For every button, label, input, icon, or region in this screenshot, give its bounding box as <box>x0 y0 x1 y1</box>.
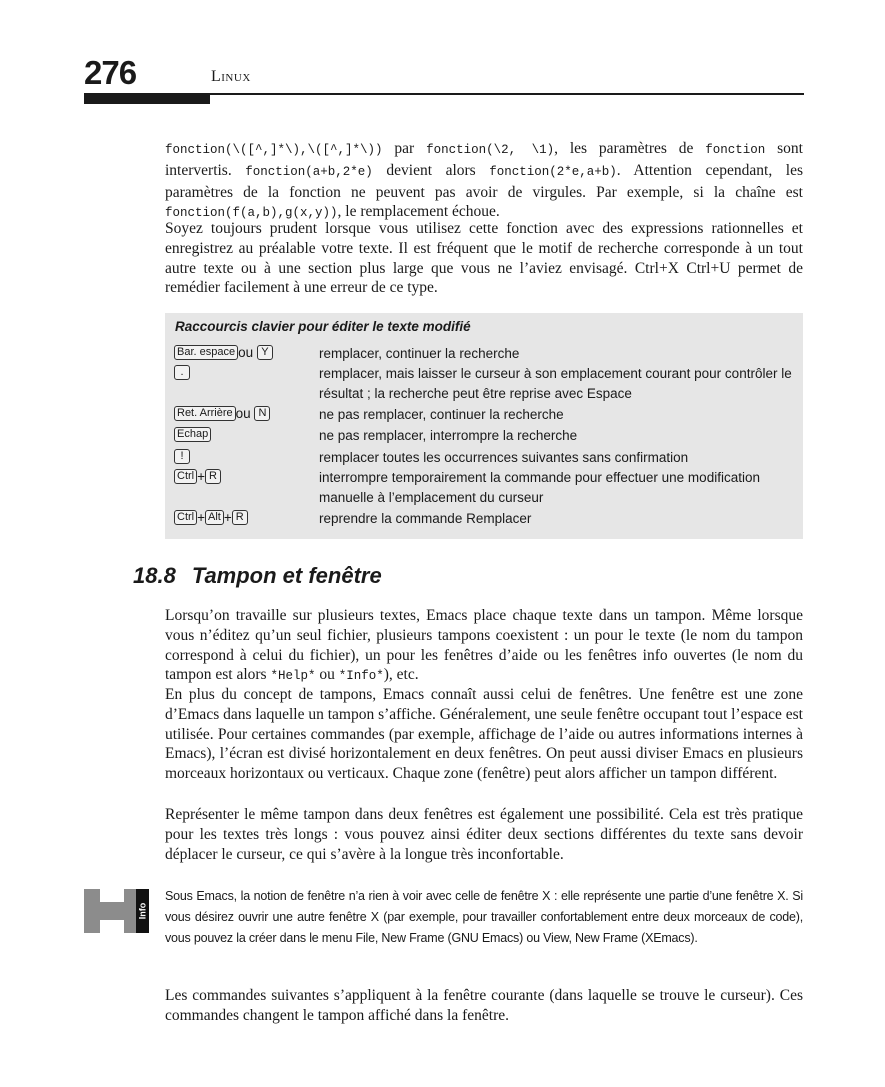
text-run: par <box>382 140 427 157</box>
section-heading <box>133 563 382 589</box>
shortcut-description: remplacer toutes les occurrences suivantes sans confirmation <box>319 450 689 465</box>
key-cap: Ret. Arrière <box>174 406 236 421</box>
code-snippet: fonction <box>705 143 766 157</box>
shortcut-keys <box>174 405 270 421</box>
key-cap: Echap <box>174 427 211 442</box>
text-run: , les paramètres de <box>554 140 706 157</box>
key-cap: . <box>174 365 190 380</box>
key-separator: + <box>197 468 205 484</box>
shortcut-keys <box>174 448 190 464</box>
text-run: ), etc. <box>383 666 419 684</box>
text-run: ou <box>315 666 339 684</box>
info-icon <box>84 889 150 933</box>
key-separator: ou <box>235 405 251 421</box>
paragraph-windows: En plus du concept de tampons, Emacs connaît aussi celui de fenêtres. Une fenêtre est une zone d’Emacs dans laquelle un tampon s’affiche. Généralement, une seule fenêtre occupant tout l’espace est utilisée. Pour certaines commandes (par exemple, affichage de l’aide ou autres informations internes à Emacs), l’écran est divisé horizontalement en deux fenêtres. On peut aussi diviser Emacs en plusieurs morceaux horizontaux ou verticaux. Chaque zone (fenêtre) peut alors afficher un tampon différent. <box>165 686 803 783</box>
text-run: sont intervertis. <box>165 140 803 179</box>
shortcut-keys <box>174 468 221 484</box>
shortcut-description: ne pas remplacer, continuer la recherche <box>319 407 564 422</box>
page-header <box>84 50 804 105</box>
shortcut-keys <box>174 426 211 442</box>
code-snippet: *Info* <box>338 669 384 684</box>
shortcut-description: remplacer, mais laisser le curseur à son emplacement courant pour contrôler le résultat ; la recherche peut être reprise avec Espace <box>319 366 792 401</box>
key-separator: + <box>223 509 232 525</box>
shortcuts-box <box>165 313 803 539</box>
text-run: . Attention cependant, les paramètres de la fonction ne peuvent pas avoir de virgules. Par exemple, si la chaîne est <box>165 161 803 201</box>
key-cap: N <box>254 406 270 421</box>
paragraph-commands-intro: Les commandes suivantes s’appliquent à la fenêtre courante (dans laquelle se trouve le curseur). Ces commandes changent le tampon affiché dans la fenêtre. <box>165 987 803 1024</box>
text-run: , le remplacement échoue. <box>337 203 500 221</box>
shortcut-description: interrompre temporairement la commande pour effectuer une modification manuelle à l’emplacement du curseur <box>319 470 760 505</box>
code-snippet: *Help* <box>270 669 316 684</box>
header-rule-accent <box>84 95 210 104</box>
key-cap: R <box>232 510 248 525</box>
shortcut-keys <box>174 364 190 380</box>
paragraph-buffers <box>165 606 803 687</box>
shortcut-description: reprendre la commande Remplacer <box>319 511 532 526</box>
paragraph-substitution-example <box>165 139 803 224</box>
key-cap: Ctrl <box>174 510 197 525</box>
info-note: Sous Emacs, la notion de fenêtre n’a rien à voir avec celle de fenêtre X : elle représente une partie d’une fenêtre X. Si vous désirez ouvrir une autre fenêtre X (par exemple, pour travailler confortablement entre deux morceaux de code), vous pouvez la créer dans le menu File, New Frame (GNU Emacs) ou View, New Frame (XEmacs). <box>165 889 803 945</box>
shortcut-description: ne pas remplacer, interrompre la recherche <box>319 428 578 443</box>
key-cap: ! <box>174 449 190 464</box>
code-snippet: fonction(\([^,]*\),\([^,]*\)) <box>165 143 383 157</box>
key-cap: Y <box>257 345 273 360</box>
text-run: devient alors <box>372 161 490 179</box>
code-snippet: fonction(a+b,2*e) <box>245 164 373 179</box>
key-separator: ou <box>238 344 254 360</box>
section-title: Tampon et fenêtre <box>191 563 382 588</box>
section-number: 18.8 <box>133 563 176 588</box>
paragraph-same-buffer: Représenter le même tampon dans deux fenêtres est également une possibilité. Cela est très pratique pour les textes très longs : vous pouvez ainsi éditer deux sections différentes du texte sans devoir déplacer le curseur, ce qui s’avère à la longue très inconfortable. <box>165 806 803 863</box>
key-separator: + <box>197 509 205 525</box>
shortcut-description: remplacer, continuer la recherche <box>319 346 520 361</box>
code-snippet: fonction(\2, \1) <box>426 143 555 157</box>
key-cap: Ctrl <box>174 469 197 484</box>
key-cap: R <box>205 469 221 484</box>
paragraph-caution: Soyez toujours prudent lorsque vous utilisez cette fonction avec des expressions rationnelles et enregistrez au préalable votre texte. Il est fréquent que le motif de recherche corresponde à un tout autre texte ou à une section plus large que vous ne l’aviez envisagé. Ctrl+X Ctrl+U permet de remédier facilement à une erreur de ce type. <box>165 220 803 297</box>
code-snippet: fonction(2*e,a+b) <box>489 164 617 179</box>
key-cap: Alt <box>205 510 224 525</box>
key-cap: Bar. espace <box>174 345 238 360</box>
page-number: 276 <box>84 54 137 91</box>
code-snippet: fonction(f(a,b),g(x,y)) <box>165 206 338 221</box>
info-icon-label: Info <box>137 902 148 920</box>
running-title: Linux <box>211 68 251 85</box>
text-run: Lorsqu’on travaille sur plusieurs textes, Emacs place chaque texte dans un tampon. Même lorsque vous n’éditez qu’un seul fichier, plusieurs tampons coexistent : un pour le texte (le nom du tampon correspond à celui du fichier), un pour les fenêtres d’aide ou les fenêtres info ouvertes (le nom du tampon est alors <box>165 607 803 684</box>
shortcut-keys <box>174 509 248 525</box>
shortcut-keys <box>174 344 273 360</box>
shortcuts-title: Raccourcis clavier pour éditer le texte modifié <box>175 319 471 334</box>
